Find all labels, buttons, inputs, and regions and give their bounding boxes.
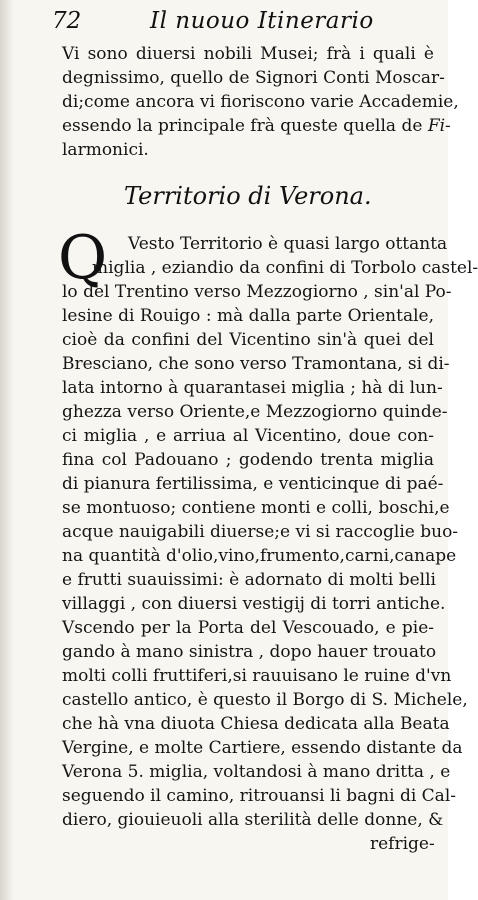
text-line: larmonici. (62, 140, 149, 160)
text-line: miglia , eziandio da confini di Torbolo castel- (92, 258, 478, 278)
text-line: lata intorno à quarantasei miglia ; hà di lun- (62, 378, 443, 398)
text-line: Vscendo per la Porta del Vescouado, e pie- (62, 618, 434, 638)
text-line: di pianura fertilissima, e venticinque di paé- (62, 474, 444, 494)
text-line: villaggi , con diuersi vestigij di torri antiche. (62, 594, 446, 614)
text-line: cioè da confini del Vicentino sin'à quei del (62, 330, 434, 350)
italic-fragment: Fi- (427, 116, 451, 136)
text-line: gando à mano sinistra , dopo hauer trouato (62, 642, 437, 662)
text-line: castello antico, è questo il Borgo di S. Michele, (62, 690, 468, 710)
text-line: di;come ancora vi fioriscono varie Accademie, (62, 92, 459, 112)
text-line: ghezza verso Oriente,e Mezzogiorno quinde- (62, 402, 448, 422)
running-head-title: Il nuouo Itinerario (150, 8, 374, 34)
text-line: seguendo il camino, ritrouansi li bagni di Cal- (62, 786, 456, 806)
text-line: acque nauigabili diuerse;e vi si raccoglie buo- (62, 522, 459, 542)
text-line: molti colli fruttiferi,si rauuisano le ruine d'vn (62, 666, 452, 686)
text-line: degnissimo, quello de Signori Conti Moscar- (62, 68, 445, 88)
section-heading: Territorio di Verona. (124, 182, 372, 210)
text-line: Vesto Territorio è quasi largo ottanta (128, 234, 448, 254)
catchword: refrige- (370, 834, 435, 854)
text-line: che hà vna diuota Chiesa dedicata alla Beata (62, 714, 450, 734)
text-line: Vergine, e molte Cartiere, essendo distante da (62, 738, 463, 758)
page-number: 72 (52, 8, 82, 34)
text-line: Vi sono diuersi nobili Musei; frà i quali è (62, 44, 434, 64)
text-line: lo del Trentino verso Mezzogiorno , sin'al Po- (62, 282, 452, 302)
text-line: na quantità d'olio,vino,frumento,carni,canape (62, 546, 457, 566)
text-line: ci miglia , e arriua al Vicentino, doue con- (62, 426, 434, 446)
text-line: Bresciano, che sono verso Tramontana, si di- (62, 354, 450, 374)
running-head (52, 8, 432, 36)
text-line (62, 114, 451, 138)
text-line: lesine di Rouigo : mà dalla parte Orientale, (62, 306, 434, 326)
text-line: diero, giouieuoli alla sterilità delle donne, & (62, 810, 444, 830)
text-line: e frutti suauissimi: è adornato di molti belli (62, 570, 436, 590)
text-line: Verona 5. miglia, voltandosi à mano dritta , e (62, 762, 451, 782)
text-line: se montuoso; contiene monti e colli, boschi,e (62, 498, 450, 518)
text-fragment: essendo la principale frà queste quella de (62, 116, 423, 136)
text-line: fina col Padouano ; godendo trenta miglia (62, 450, 434, 470)
gutter-shadow (0, 0, 14, 900)
drop-cap: Q (58, 223, 108, 293)
